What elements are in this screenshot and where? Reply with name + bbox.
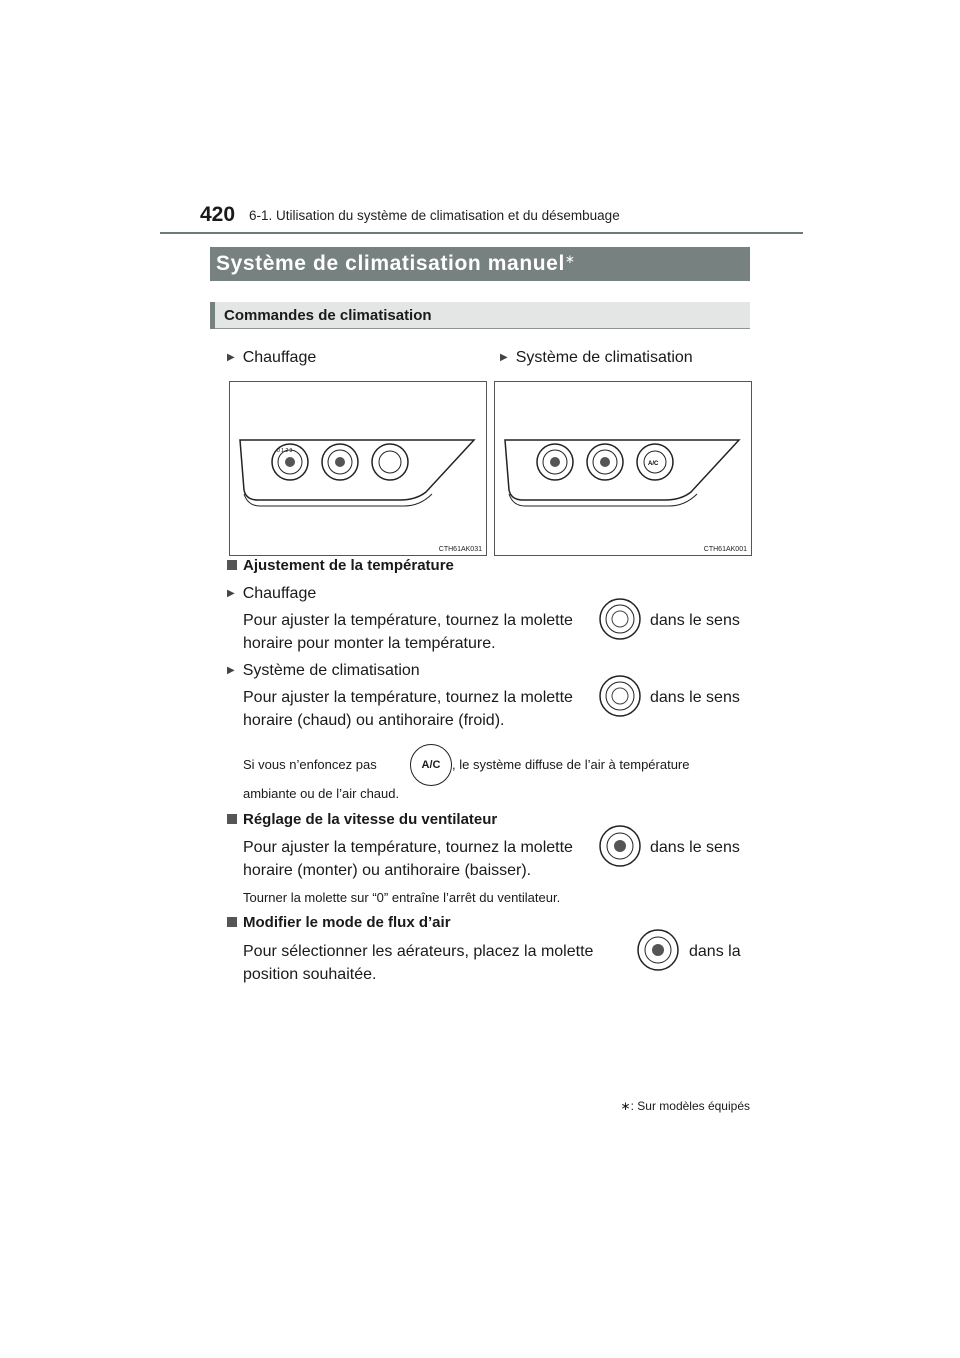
mode-knob-icon bbox=[636, 928, 680, 977]
temp-heating-label bbox=[227, 582, 316, 605]
fan-note: Tourner la molette sur “0” entraîne l’arrêt du ventilateur. bbox=[243, 890, 561, 905]
subsection-accent bbox=[210, 302, 215, 329]
heating-panel-illustration bbox=[230, 382, 486, 555]
ac-knob-label: A/C bbox=[648, 461, 659, 467]
triangle-bullet-icon: ▶ bbox=[227, 665, 235, 676]
fan-heading bbox=[227, 811, 497, 828]
temp-aircon-line1b: dans le sens bbox=[650, 689, 740, 706]
triangle-bullet-icon: ▶ bbox=[500, 352, 508, 363]
fan-knob-icon bbox=[537, 444, 573, 480]
section-title bbox=[216, 252, 576, 276]
temp-aircon-label bbox=[227, 659, 420, 682]
square-bullet-icon bbox=[227, 560, 237, 570]
fan-heading-text: Réglage de la vitesse du ventilateur bbox=[243, 811, 498, 828]
footnote bbox=[621, 1099, 750, 1113]
square-bullet-icon bbox=[227, 917, 237, 927]
figure-code: CTH61AK031 bbox=[438, 546, 482, 553]
figure-heating-panel bbox=[229, 381, 487, 556]
svg-text:0 1 2 3: 0 1 2 3 bbox=[277, 448, 293, 454]
temp-heating-label-text: Chauffage bbox=[242, 585, 317, 602]
page-number: 420 bbox=[200, 203, 236, 226]
airflow-heading-text: Modifier le mode de flux d’air bbox=[243, 914, 451, 931]
variant-heating-label: Chauffage bbox=[242, 349, 317, 366]
temp-aircon-label-text: Système de climatisation bbox=[242, 662, 420, 679]
header-rule bbox=[160, 232, 803, 234]
ac-note-line2: ambiante ou de l’air chaud. bbox=[243, 786, 400, 801]
temp-aircon-line2: horaire (chaud) ou antihoraire (froid). bbox=[243, 712, 505, 729]
temp-heating-line1b: dans le sens bbox=[650, 612, 740, 629]
temperature-heading-text: Ajustement de la température bbox=[243, 557, 454, 574]
chapter-title: 6-1. Utilisation du système de climatisation et du désembuage bbox=[249, 208, 620, 223]
ac-note-part2: , le système diffuse de l’air à température bbox=[452, 757, 690, 772]
ac-button-icon bbox=[410, 744, 452, 786]
ac-temperature-knob-icon bbox=[637, 444, 673, 480]
fan-knob-icon bbox=[272, 444, 308, 480]
airflow-heading bbox=[227, 914, 451, 931]
temperature-heading bbox=[227, 557, 454, 574]
temp-aircon-line1a: Pour ajuster la température, tournez la molette bbox=[243, 689, 573, 706]
footnote-text: : Sur modèles équipés bbox=[630, 1099, 750, 1113]
square-bullet-icon bbox=[227, 814, 237, 824]
footnote-mark: ∗ bbox=[620, 1099, 631, 1113]
temp-heating-line1a: Pour ajuster la température, tournez la molette bbox=[243, 612, 573, 629]
section-asterisk: ∗ bbox=[564, 252, 576, 266]
figure-aircon-panel bbox=[494, 381, 752, 556]
ac-button-label: A/C bbox=[421, 759, 441, 771]
aircon-panel-illustration bbox=[495, 382, 751, 555]
fan-line2: horaire (monter) ou antihoraire (baisser). bbox=[243, 862, 532, 879]
fan-line1a: Pour ajuster la température, tournez la molette bbox=[243, 839, 573, 856]
variant-heating bbox=[227, 349, 316, 367]
variant-aircon-label: Système de climatisation bbox=[515, 349, 693, 366]
fan-line1b: dans le sens bbox=[650, 839, 740, 856]
temperature-knob-icon bbox=[598, 597, 642, 646]
variant-aircon bbox=[500, 349, 693, 367]
ac-note-part1: Si vous n’enfoncez pas bbox=[243, 757, 377, 772]
airflow-line2: position souhaitée. bbox=[243, 966, 377, 983]
section-title-text: Système de climatisation manuel bbox=[216, 252, 565, 275]
temp-heating-line2: horaire pour monter la température. bbox=[243, 635, 496, 652]
triangle-bullet-icon: ▶ bbox=[227, 588, 235, 599]
mode-knob-icon bbox=[587, 444, 623, 480]
mode-knob-icon bbox=[322, 444, 358, 480]
triangle-bullet-icon: ▶ bbox=[227, 352, 235, 363]
airflow-line1a: Pour sélectionner les aérateurs, placez la molette bbox=[243, 943, 594, 960]
airflow-line1b: dans la bbox=[689, 943, 741, 960]
subsection-title: Commandes de climatisation bbox=[224, 307, 432, 324]
fan-knob-icon bbox=[598, 824, 642, 873]
ac-temperature-knob-icon bbox=[598, 674, 642, 723]
figure-code: CTH61AK001 bbox=[703, 546, 747, 553]
temperature-knob-icon bbox=[372, 444, 408, 480]
